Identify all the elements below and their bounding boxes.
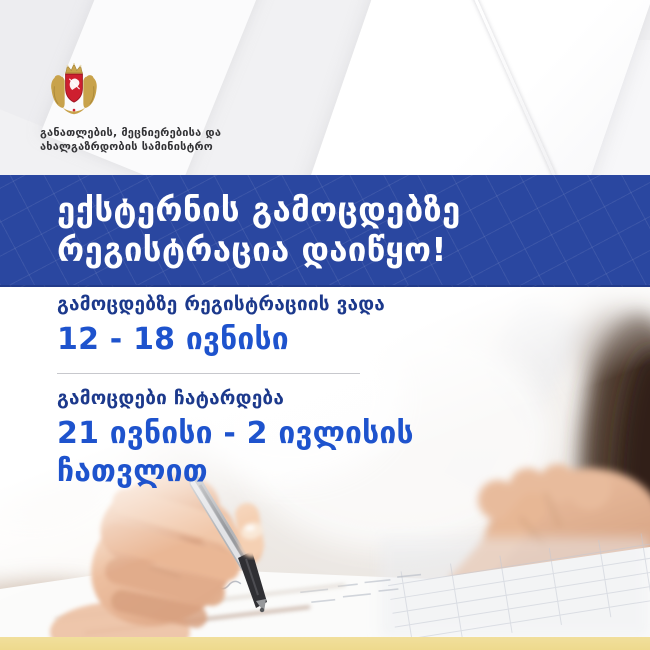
poster-title-line: ექსტერნის გამოცდებზე xyxy=(57,190,461,229)
registration-period-label: გამოცდებზე რეგისტრაციის ვადა xyxy=(57,293,385,315)
title-banner xyxy=(0,175,650,287)
exam-dates-line: ჩათვლით xyxy=(57,454,208,489)
section-divider xyxy=(57,373,360,374)
ministry-name xyxy=(40,126,221,154)
poster-title-line: რეგისტრაცია დაიწყო! xyxy=(57,230,447,269)
exam-dates-label: გამოცდები ჩატარდება xyxy=(57,387,285,409)
bottom-yellow-strip xyxy=(0,637,650,650)
ministry-header xyxy=(40,60,221,154)
ministry-name-line: განათლების, მეცნიერებისა და xyxy=(40,126,222,139)
poster-title xyxy=(57,190,650,270)
ministry-name-line: ახალგაზრდობის სამინისტრო xyxy=(40,140,213,153)
registration-period-block xyxy=(57,293,597,359)
exam-dates-block xyxy=(57,387,597,491)
georgia-coat-of-arms-icon xyxy=(46,60,102,120)
exam-dates-value xyxy=(57,415,597,491)
exam-info xyxy=(57,293,597,491)
registration-period-dates: 12 - 18 ივნისი xyxy=(57,322,289,357)
exam-dates-line: 21 ივნისი - 2 ივლისის xyxy=(57,416,414,451)
